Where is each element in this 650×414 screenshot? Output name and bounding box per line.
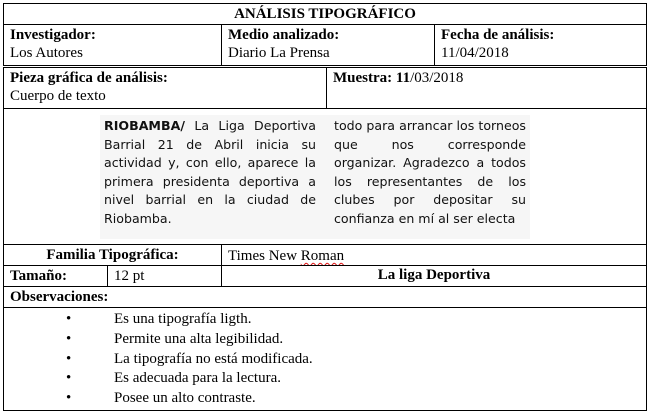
pieza-label: Pieza gráfica de análisis: [10, 70, 168, 86]
observaciones-list [4, 310, 646, 409]
muestra-line [333, 69, 646, 87]
fecha-value: 11/04/2018 [441, 45, 509, 61]
list-item: • Es adecuada para la lectura. [4, 369, 646, 389]
medio-label: Medio analizado: [228, 27, 340, 43]
observaciones-list-cell [3, 307, 647, 411]
medio-cell [221, 24, 435, 66]
clipping-lead: RIOBAMBA/ [104, 118, 185, 133]
pieza-cell [3, 67, 327, 109]
analysis-table [3, 3, 647, 411]
muestra-rest: /03/2018 [410, 70, 464, 86]
familia-value-main: Times New [228, 248, 301, 264]
bullet-icon: • [66, 390, 72, 407]
familia-label-cell [3, 244, 222, 266]
tamano-value-cell [107, 265, 222, 287]
tamano-label-cell [3, 265, 108, 287]
clipping-right-column [334, 117, 526, 235]
bullet-icon: • [66, 370, 72, 387]
list-item: • Permite una alta legibilidad. [4, 330, 646, 350]
investigador-cell [3, 24, 222, 66]
clipping-left-column [104, 117, 316, 229]
familia-value-underlined: Roman [300, 248, 345, 264]
familia-label: Familia Tipográfica: [46, 247, 179, 263]
clipping-left-text: La Liga Deportiva Barrial 21 de Abril inicia su actividad y, con ello, aparece la primera presidenta deportiva a nivel barrial en la ciudad de Riobamba. [104, 118, 316, 226]
muestra-cell [326, 67, 647, 109]
tamano-value: 12 pt [114, 268, 145, 284]
clipping-right-text: todo para arrancar los torneos que nos corresponde organizar. Agradezco a todos los representantes de los clubes por depositar su confianza en mí al ser electa [334, 118, 526, 226]
list-item: • La tipografía no está modificada. [4, 350, 646, 370]
investigador-label: Investigador: [10, 27, 96, 43]
list-item: • Posee un alto contraste. [4, 389, 646, 409]
observaciones-label: Observaciones: [10, 289, 109, 305]
title-cell [3, 3, 647, 25]
tamano-label: Tamaño: [10, 268, 67, 284]
tamano-sample-cell [221, 265, 647, 287]
bullet-icon: • [66, 311, 72, 327]
bullet-icon: • [66, 330, 72, 347]
tamano-sample: La liga Deportiva [377, 267, 491, 283]
pieza-value: Cuerpo de texto [10, 88, 106, 104]
fecha-label: Fecha de análisis: [441, 27, 555, 43]
muestra-label: Muestra: [333, 70, 393, 86]
fecha-cell [434, 24, 647, 66]
familia-value [228, 246, 646, 266]
muestra-day: 11 [395, 70, 411, 86]
familia-value-cell [221, 244, 647, 266]
table-title: ANÁLISIS TIPOGRÁFICO [234, 6, 416, 22]
clipping-cell [3, 108, 647, 245]
list-item: • Es una tipografía ligth. [4, 310, 646, 330]
bullet-icon: • [66, 350, 72, 367]
medio-value: Diario La Prensa [228, 45, 330, 61]
observaciones-label-cell [3, 286, 647, 308]
investigador-value: Los Autores [10, 45, 83, 61]
